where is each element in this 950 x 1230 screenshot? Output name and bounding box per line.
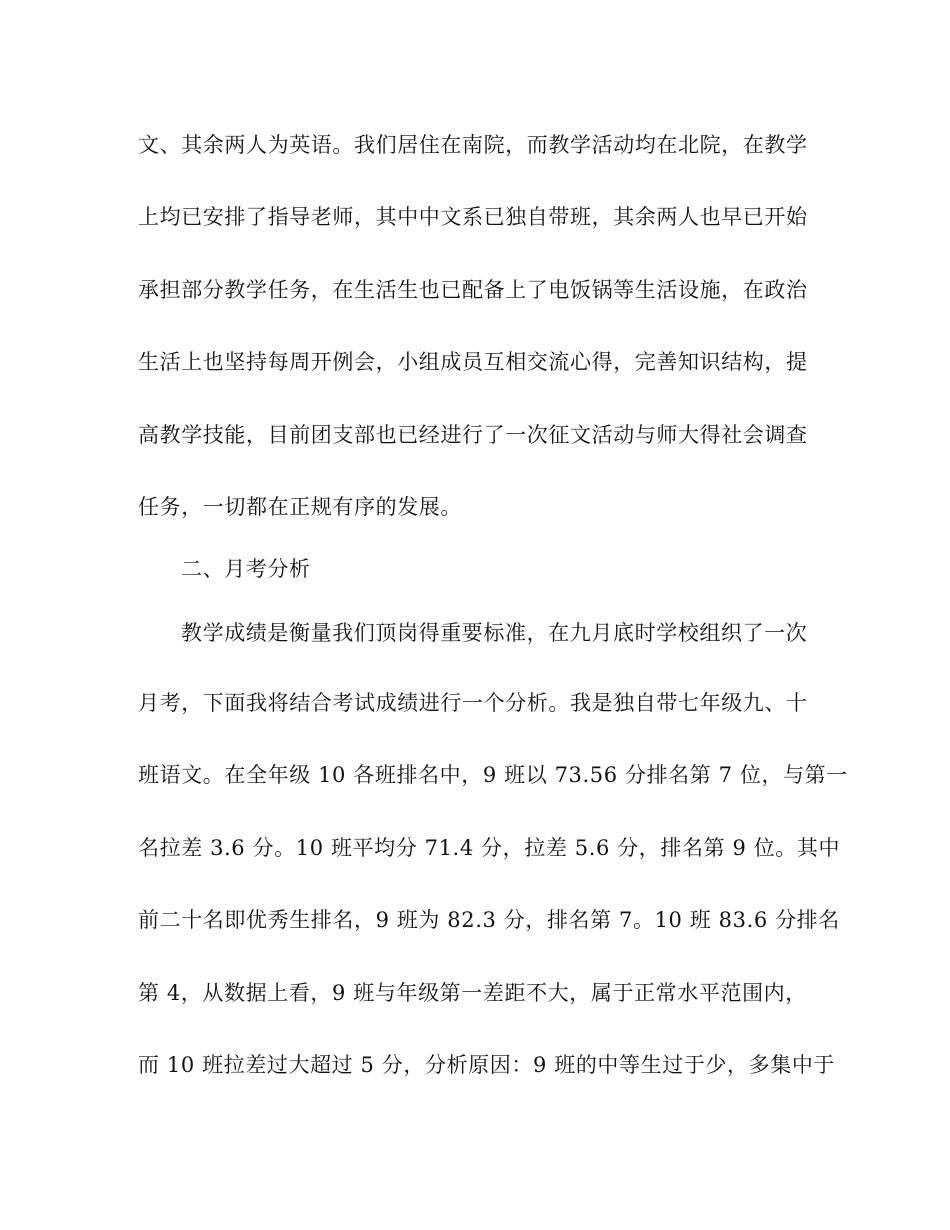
text-line: 承担部分教学任务，在生活生也已配备上了电饭锅等生活设施，在政治 [138,278,808,302]
text-line: 教学成绩是衡量我们顶岗得重要标准，在九月底时学校组织了一次 [181,621,808,645]
text-line: 名拉差 3.6 分。10 班平均分 71.4 分，拉差 5.6 分，排名第 9 位。其中 [138,836,841,860]
text-line: 第 4，从数据上看，9 班与年级第一差距不大，属于正常水平范围内， [138,981,807,1005]
text-line: 上均已安排了指导老师，其中中文系已独自带班，其余两人也早已开始 [138,205,808,229]
text-line: 而 10 班拉差过大超过 5 分，分析原因：9 班的中等生过于少，多集中于 [138,1053,836,1077]
text-line: 班语文。在全年级 10 各班排名中，9 班以 73.56 分排名第 7 位，与第一 [138,763,848,787]
text-line: 月考，下面我将结合考试成绩进行一个分析。我是独自带七年级九、十 [138,691,808,715]
text-line: 高教学技能，目前团支部也已经进行了一次征文活动与师大得社会调查 [138,423,808,447]
text-line: 前二十名即优秀生排名，9 班为 82.3 分，排名第 7。10 班 83.6 分排名 [138,908,840,932]
text-line: 任务，一切都在正规有序的发展。 [138,495,462,519]
text-line: 生活上也坚持每周开例会，小组成员互相交流心得，完善知识结构，提 [138,350,808,374]
section-heading: 二、月考分析 [181,557,311,581]
text-line: 文、其余两人为英语。我们居住在南院，而教学活动均在北院，在教学 [138,133,808,157]
